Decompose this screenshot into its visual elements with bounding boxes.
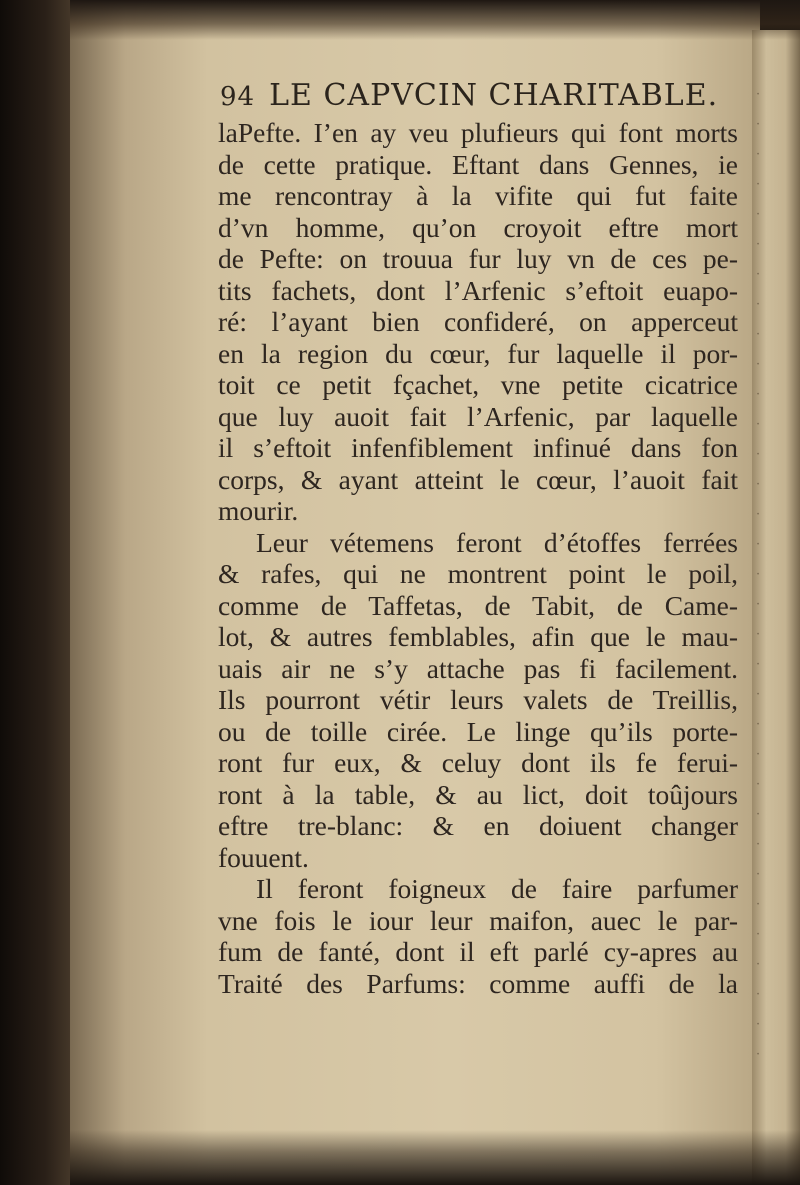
text-line: lot, & autres femblables, afin que le mau- (218, 621, 738, 652)
text-line: de Pefte: on trouua fur luy vn de ces pe- (218, 243, 738, 274)
text-line: mourir. (218, 495, 299, 526)
text-line: en la region du cœur, fur laquelle il por- (218, 337, 738, 369)
running-head (220, 78, 718, 113)
text-line: ront à la table, & au lict, doit toûjours (218, 778, 738, 810)
text-line: uais air ne s’y attache pas fi facilement. (218, 652, 738, 684)
body-text (218, 117, 738, 999)
text-line: me rencontray à la vifite qui fut faite (218, 180, 738, 211)
text-line: ou de toille cirée. Le linge qu’ils porte- (218, 715, 738, 747)
text-line: Traité des Parfums: comme auffi de la (218, 967, 738, 999)
text-line: eftre tre-blanc: & en doiuent changer (218, 810, 738, 841)
text-line: ront fur eux, & celuy dont ils fe ferui- (218, 747, 738, 778)
page-bottom-shadow (70, 1130, 800, 1185)
text-line: corps, & ayant atteint le cœur, l’auoit fait (218, 463, 738, 495)
text-line: toit ce petit fçachet, vne petite cicatrice (218, 369, 738, 400)
text-line: de cette pratique. Eftant dans Gennes, ie (218, 148, 738, 180)
text-line: d’vn homme, qu’on croyoit eftre mort (218, 211, 738, 243)
text-line: Ils pourront vétir leurs valets de Treillis, (218, 684, 738, 715)
text-line: que luy auoit fait l’Arfenic, par laquelle (218, 400, 738, 432)
text-line: laPefte. I’en ay veu plufieurs qui font morts (218, 117, 738, 148)
text-line: Leur vétemens feront d’étoffes ferrées (256, 526, 738, 558)
text-line: Il feront foigneux de faire parfumer (256, 873, 738, 904)
text-line: vne fois le iour leur maifon, auec le par- (218, 904, 738, 936)
facing-page-bleed-through: · · · · · · · · · · · · · · · · · · · · · · · · · · · · · · · · · (756, 87, 761, 1062)
text-line: fouuent. (218, 841, 309, 873)
running-title: LE CAPVCIN CHARITABLE. (269, 78, 719, 113)
page-top-shadow (70, 0, 800, 40)
text-line: tits fachets, dont l’Arfenic s’eftoit euapo- (218, 274, 738, 306)
text-line: il s’eftoit infenfiblement infinué dans fon (218, 432, 738, 463)
text-line: comme de Taffetas, de Tabit, de Came- (218, 589, 738, 621)
text-line: ré: l’ayant bien confideré, on apperceut (218, 306, 738, 337)
text-line: fum de fanté, dont il eft parlé cy-apres au (218, 936, 738, 967)
page-number: 94 (220, 82, 256, 112)
text-line: & rafes, qui ne montrent point le poil, (218, 558, 738, 589)
